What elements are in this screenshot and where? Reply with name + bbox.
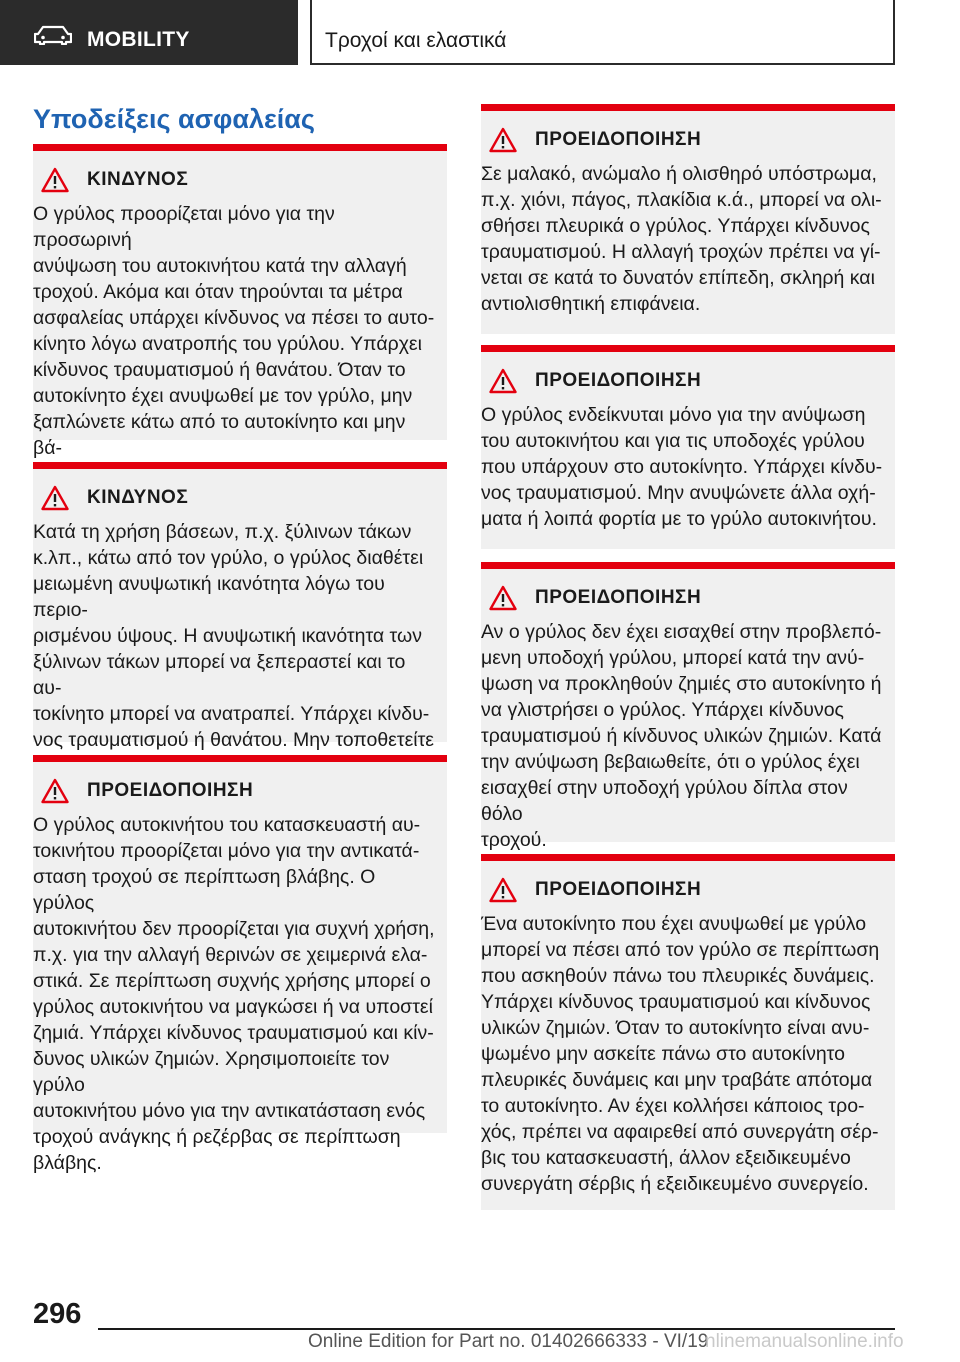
warning-box [481,562,895,851]
warning-text: Αν ο γρύλος δεν έχει εισαχθεί στην προβλεπό‐ μενη υποδοχή γρύλου, μπορεί κατά την ανύ‐ ψωση να προκληθούν ζημιές στο αυτοκίνητο ή να γλιστρήσει ο γρύλος. Υπάρχει κίνδυνος τραυματισμού ή κίνδυνος υλικών ζημιών. Κατά την ανύψωση βεβαιωθείτε, ότι ο γρύλος έχει εισαχθεί στην υποδοχή γρύλου δίπλα στον θόλο τροχού. [481,621,882,851]
warning-label: ΠΡΟΕΙΔΟΠΟΙΗΣΗ [535,370,702,391]
footer-edition: Online Edition for Part no. 01402666333 - VI/19 [308,1331,709,1352]
car-icon [34,25,72,45]
warning-triangle-icon [41,778,69,804]
danger-box [33,462,447,751]
page-number: 296 [33,1298,82,1330]
danger-text: Κατά τη χρήση βάσεων, π.χ. ξύλινων τάκων κ.λπ., κάτω από τον γρύλο, ο γρύλος διαθέτει μειωμένη ανυψωτική ικανότητα λόγω του περιο‐ ρισμένου ύψους. Η ανυψωτική ικανότητα των ξύλινων τάκων μπορεί να ξεπεραστεί και το αυ‐ τοκίνητο μπορεί να ανατραπεί. Υπάρχει κίνδυ‐ νος τραυματισμού ή θανάτου. Μην τοποθετείτε [33,521,434,751]
warning-box [481,104,895,334]
warning-box [33,755,447,1174]
page-title: Υποδείξεις ασφαλείας [33,104,315,134]
header-chapter-box [310,0,895,65]
warning-triangle-icon [41,167,69,193]
warning-label: ΠΡΟΕΙΔΟΠΟΙΗΣΗ [535,129,702,150]
footer-watermark: nlinemanualsonline.info [705,1331,904,1352]
danger-text: Ο γρύλος προορίζεται μόνο για την προσωρινή ανύψωση του αυτοκινήτου κατά την αλλαγή τροχού. Ακόμα και όταν τηρούνται τα μέτρα ασφαλείας υπάρχει κίνδυνος να πέσει το αυτο‐ κίνητο λόγω ανατροπής του γρύλου. Υπάρχει κίνδυνος τραυματισμού ή θανάτου. Όταν το αυτοκίνητο έχει ανυψωθεί με τον γρύλο, μην ξαπλώνετε κάτω από το αυτοκίνητο και μην βά‐ [33,203,435,459]
warning-triangle-icon [489,368,517,394]
warning-text: Ο γρύλος ενδείκνυται μόνο για την ανύψωση του αυτοκινήτου και για τις υποδοχές γρύλου που υπάρχουν στο αυτοκίνητο. Υπάρχει κίνδυ‐ νος τραυματισμού. Μην ανυψώνετε άλλα οχή‐ ματα ή λοιπά φορτία με το γρύλο αυτοκινήτου. [481,404,883,530]
warning-triangle-icon [41,485,69,511]
warning-label: ΠΡΟΕΙΔΟΠΟΙΗΣΗ [535,879,702,900]
header-section-tab [0,0,298,65]
warning-triangle-icon [489,127,517,153]
warning-box [481,854,895,1210]
warning-label: ΠΡΟΕΙΔΟΠΟΙΗΣΗ [87,780,254,801]
header-section-label: MOBILITY [87,28,190,51]
warning-label: ΠΡΟΕΙΔΟΠΟΙΗΣΗ [535,587,702,608]
danger-label: ΚΙΝΔΥΝΟΣ [87,487,189,508]
warning-text: Ένα αυτοκίνητο που έχει ανυψωθεί με γρύλο μπορεί να πέσει από τον γρύλο σε περίπτωση που ασκηθούν πάνω του πλευρικές δυνάμεις. Υπάρχει κίνδυνος τραυματισμού και κίνδυνος υλικών ζημιών. Όταν το αυτοκίνητο είναι ανυ‐ ψωμένο μην ασκείτε πάνω στο αυτοκίνητο πλευρικές δυνάμεις και μην τραβάτε απότομα το αυτοκίνητο. Αν έχει κολλήσει κάποιος τρο‐ χός, πρέπει να αφαιρεθεί από συνεργάτη σέρ‐ βις του κατασκευαστή, άλλον εξειδικευμένο συνεργάτη σέρβις ή εξειδικευμένο συνεργείο. [481,913,880,1195]
warning-text: Ο γρύλος αυτοκινήτου του κατασκευαστή αυ‐ τοκινήτου προορίζεται μόνο για την αντικατά‐ σταση τροχού σε περίπτωση βλάβης. Ο γρύλος αυτοκινήτου δεν προορίζεται για συχνή χρήση, π.χ. για την αλλαγή θερινών σε χειμερινά ελα‐ στικά. Σε περίπτωση συχνής χρήσης μπορεί ο γρύλος αυτοκινήτου να μαγκώσει ή να υποστεί ζημιά. Υπάρχει κίνδυνος τραυματισμού και κίν‐ δυνος υλικών ζημιών. Χρησιμοποιείτε τον γρύλο αυτοκινήτου μόνο για την αντικατάσταση ενός τροχού ανάγκης ή ρεζέρβας σε περίπτωση βλάβης. [33,814,435,1174]
warning-box [481,345,895,549]
warning-triangle-icon [489,585,517,611]
danger-label: ΚΙΝΔΥΝΟΣ [87,169,189,190]
header-chapter-title: Τροχοί και ελαστικά [325,29,507,52]
footer-divider [98,1328,895,1330]
warning-triangle-icon [489,877,517,903]
danger-box [33,144,447,459]
warning-text: Σε μαλακό, ανώμαλο ή ολισθηρό υπόστρωμα, π.χ. χιόνι, πάγος, πλακίδια κ.ά., μπορεί να ολι‐ σθήσει πλευρικά ο γρύλος. Υπάρχει κίνδυνος τραυματισμού. Η αλλαγή τροχών πρέπει να γί‐ νεται σε κατά το δυνατόν επίπεδη, σκληρή και αντιολισθητική επιφάνεια. [481,163,882,315]
